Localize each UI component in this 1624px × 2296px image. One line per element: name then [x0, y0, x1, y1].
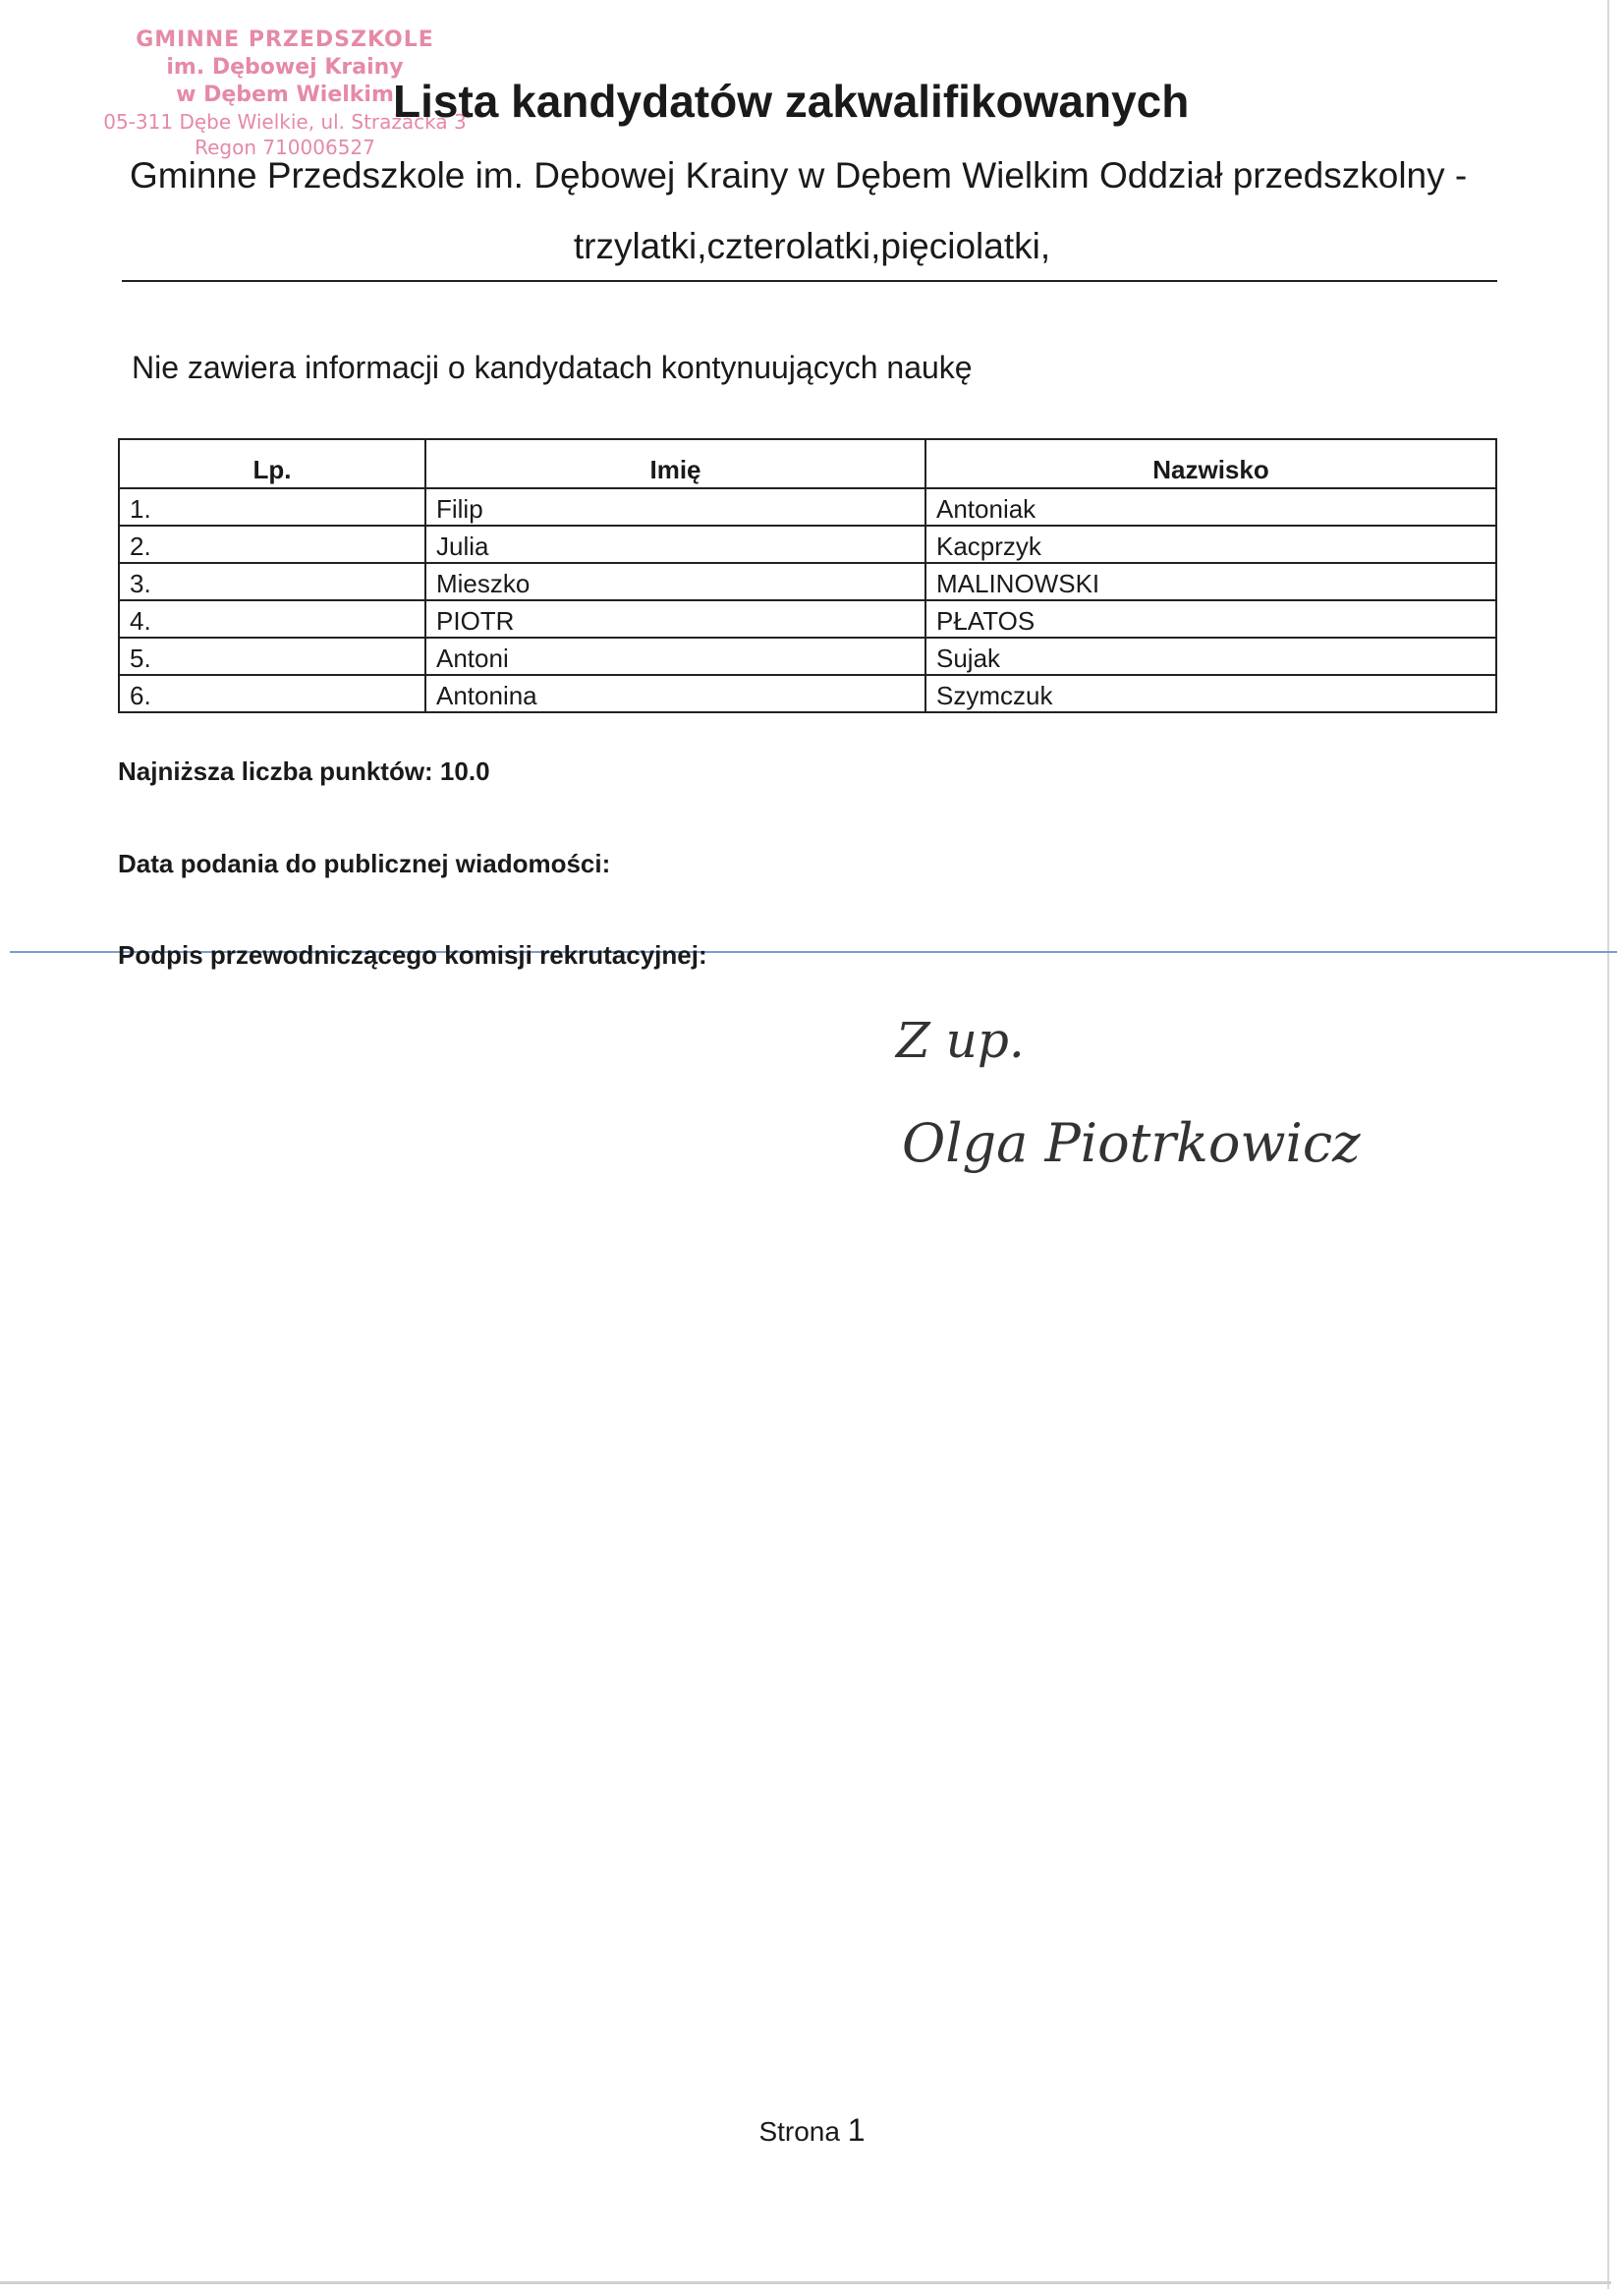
cell-lp: 4. [119, 600, 425, 638]
handwritten-signature-prefix: Z up. [896, 1012, 1025, 1069]
cell-imie: PIOTR [425, 600, 925, 638]
stamp-line: im. Dębowej Krainy [166, 55, 404, 80]
document-subtitle-continued: trzylatki,czterolatki,pięciolatki, [573, 226, 1051, 266]
handwritten-signature: Olga Piotrkowicz [902, 1112, 1361, 1174]
table-row [119, 638, 1496, 675]
document-title: Lista kandydatów zakwalifikowanych [393, 76, 1190, 127]
table-row [119, 563, 1496, 600]
table-row [119, 675, 1496, 712]
document-note: Nie zawiera informacji o kandydatach kontynuujących naukę [132, 350, 973, 385]
title-divider [122, 280, 1497, 282]
cell-lp: 2. [119, 526, 425, 563]
cell-nazwisko: Antoniak [925, 488, 1496, 526]
cell-lp: 3. [119, 563, 425, 600]
candidates-table [118, 438, 1497, 713]
page-edge-bottom [0, 2281, 1611, 2284]
cell-nazwisko: Szymczuk [925, 675, 1496, 712]
candidates-table-container [118, 438, 1497, 713]
publication-date-label: Data podania do publicznej wiadomości: [118, 849, 611, 878]
stamp-line: Regon 710006527 [195, 136, 375, 159]
table-row [119, 600, 1496, 638]
document-subtitle: Gminne Przedszkole im. Dębowej Krainy w Dębem Wielkim Oddział przedszkolny - [130, 155, 1468, 196]
table-row [119, 526, 1496, 563]
page-edge [1607, 0, 1609, 2289]
column-header-nazwisko: Nazwisko [925, 439, 1496, 488]
page-number: 1 [847, 2112, 866, 2148]
column-header-imie: Imię [425, 439, 925, 488]
cell-nazwisko: MALINOWSKI [925, 563, 1496, 600]
cell-lp: 6. [119, 675, 425, 712]
stamp-line: w Dębem Wielkim [176, 83, 394, 107]
page-footer [0, 2112, 1624, 2149]
table-header-row [119, 439, 1496, 488]
stamp-line: 05-311 Dębe Wielkie, ul. Strażacka 3 [103, 110, 467, 134]
cell-nazwisko: Sujak [925, 638, 1496, 675]
stamp-line: GMINNE PRZEDSZKOLE [136, 28, 434, 52]
cell-nazwisko: Kacprzyk [925, 526, 1496, 563]
signature-label: Podpis przewodniczącego komisji rekrutacyjnej: [118, 940, 707, 970]
cell-imie: Filip [425, 488, 925, 526]
cell-imie: Antoni [425, 638, 925, 675]
cell-imie: Mieszko [425, 563, 925, 600]
cell-imie: Antonina [425, 675, 925, 712]
page-label: Strona [758, 2116, 840, 2147]
table-row [119, 488, 1496, 526]
cell-imie: Julia [425, 526, 925, 563]
min-points-label: Najniższa liczba punktów: 10.0 [118, 756, 490, 786]
column-header-lp: Lp. [119, 439, 425, 488]
cell-lp: 5. [119, 638, 425, 675]
cell-nazwisko: PŁATOS [925, 600, 1496, 638]
cell-lp: 1. [119, 488, 425, 526]
